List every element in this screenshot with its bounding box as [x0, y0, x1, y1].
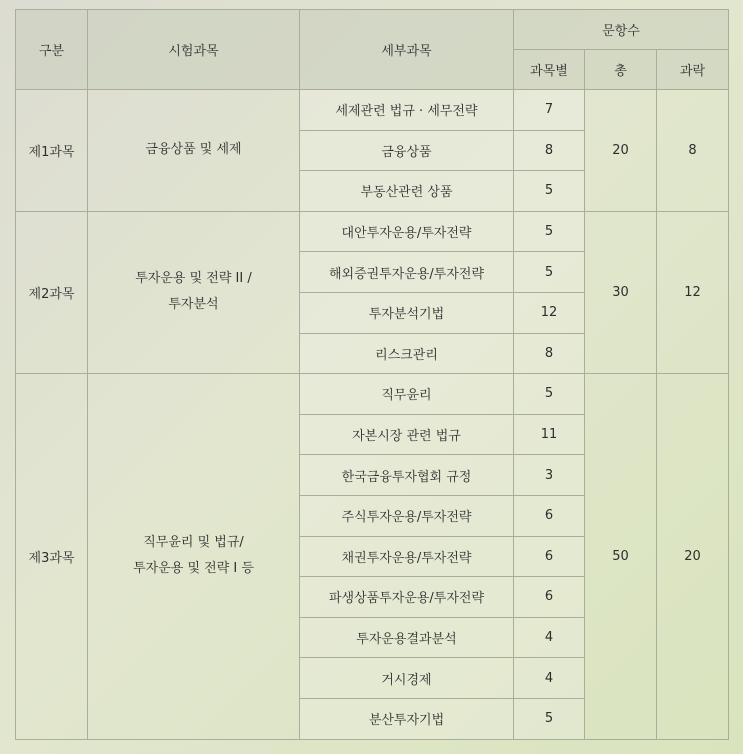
detail-cell: 파생상품투자운용/투자전략: [300, 577, 514, 618]
detail-cell: 대안투자운용/투자전략: [300, 211, 514, 252]
table-row: [16, 90, 729, 131]
header-category: 구분: [16, 10, 88, 90]
count-cell: 6: [514, 536, 585, 577]
count-cell: 12: [514, 292, 585, 333]
count-cell: 5: [514, 211, 585, 252]
count-cell: 3: [514, 455, 585, 496]
subject-line: 직무윤리 및 법규/: [143, 535, 244, 551]
fail-cut-cell: 20: [657, 374, 729, 739]
category-cell: 제3과목: [16, 374, 88, 739]
count-cell: 7: [514, 90, 585, 131]
count-cell: 6: [514, 495, 585, 536]
detail-cell: 직무윤리: [300, 374, 514, 415]
detail-cell: 한국금융투자협회 규정: [300, 455, 514, 496]
count-cell: 11: [514, 414, 585, 455]
detail-cell: 금융상품: [300, 130, 514, 171]
detail-cell: 주식투자운용/투자전략: [300, 495, 514, 536]
subject-cell: [88, 211, 300, 373]
count-cell: 8: [514, 130, 585, 171]
count-cell: 5: [514, 698, 585, 739]
total-cell: 30: [585, 211, 657, 373]
count-cell: 8: [514, 333, 585, 374]
detail-cell: 자본시장 관련 법규: [300, 414, 514, 455]
category-cell: 제1과목: [16, 90, 88, 212]
detail-cell: 부동산관련 상품: [300, 171, 514, 212]
header-question-count: 문항수: [514, 10, 729, 50]
subject-cell: [88, 90, 300, 212]
table-body: [16, 90, 729, 740]
subject-cell: [88, 374, 300, 739]
detail-cell: 투자분석기법: [300, 292, 514, 333]
subject-line: 금융상품 및 세제: [145, 142, 242, 158]
fail-cut-cell: 8: [657, 90, 729, 212]
detail-cell: 분산투자기법: [300, 698, 514, 739]
detail-cell: 투자운용결과분석: [300, 617, 514, 658]
detail-cell: 리스크관리: [300, 333, 514, 374]
header-total: 총: [585, 50, 657, 90]
total-cell: 20: [585, 90, 657, 212]
count-cell: 5: [514, 252, 585, 293]
total-cell: 50: [585, 374, 657, 739]
count-cell: 5: [514, 171, 585, 212]
table-row: [16, 211, 729, 252]
header-subject: 시험과목: [88, 10, 300, 90]
detail-cell: 거시경제: [300, 658, 514, 699]
subject-line: 투자운용 및 전략 I 등: [133, 561, 254, 577]
count-cell: 4: [514, 617, 585, 658]
header-detail: 세부과목: [300, 10, 514, 90]
detail-cell: 해외증권투자운용/투자전략: [300, 252, 514, 293]
header-fail-cut: 과락: [657, 50, 729, 90]
header-per-subject: 과목별: [514, 50, 585, 90]
exam-subjects-table: [15, 9, 729, 740]
detail-cell: 세제관련 법규 · 세무전략: [300, 90, 514, 131]
count-cell: 5: [514, 374, 585, 415]
subject-line: 투자운용 및 전략 II /: [135, 271, 252, 287]
count-cell: 4: [514, 658, 585, 699]
category-cell: 제2과목: [16, 211, 88, 373]
detail-cell: 채권투자운용/투자전략: [300, 536, 514, 577]
fail-cut-cell: 12: [657, 211, 729, 373]
table-row: [16, 374, 729, 415]
subject-line: 투자분석: [168, 297, 219, 313]
count-cell: 6: [514, 577, 585, 618]
